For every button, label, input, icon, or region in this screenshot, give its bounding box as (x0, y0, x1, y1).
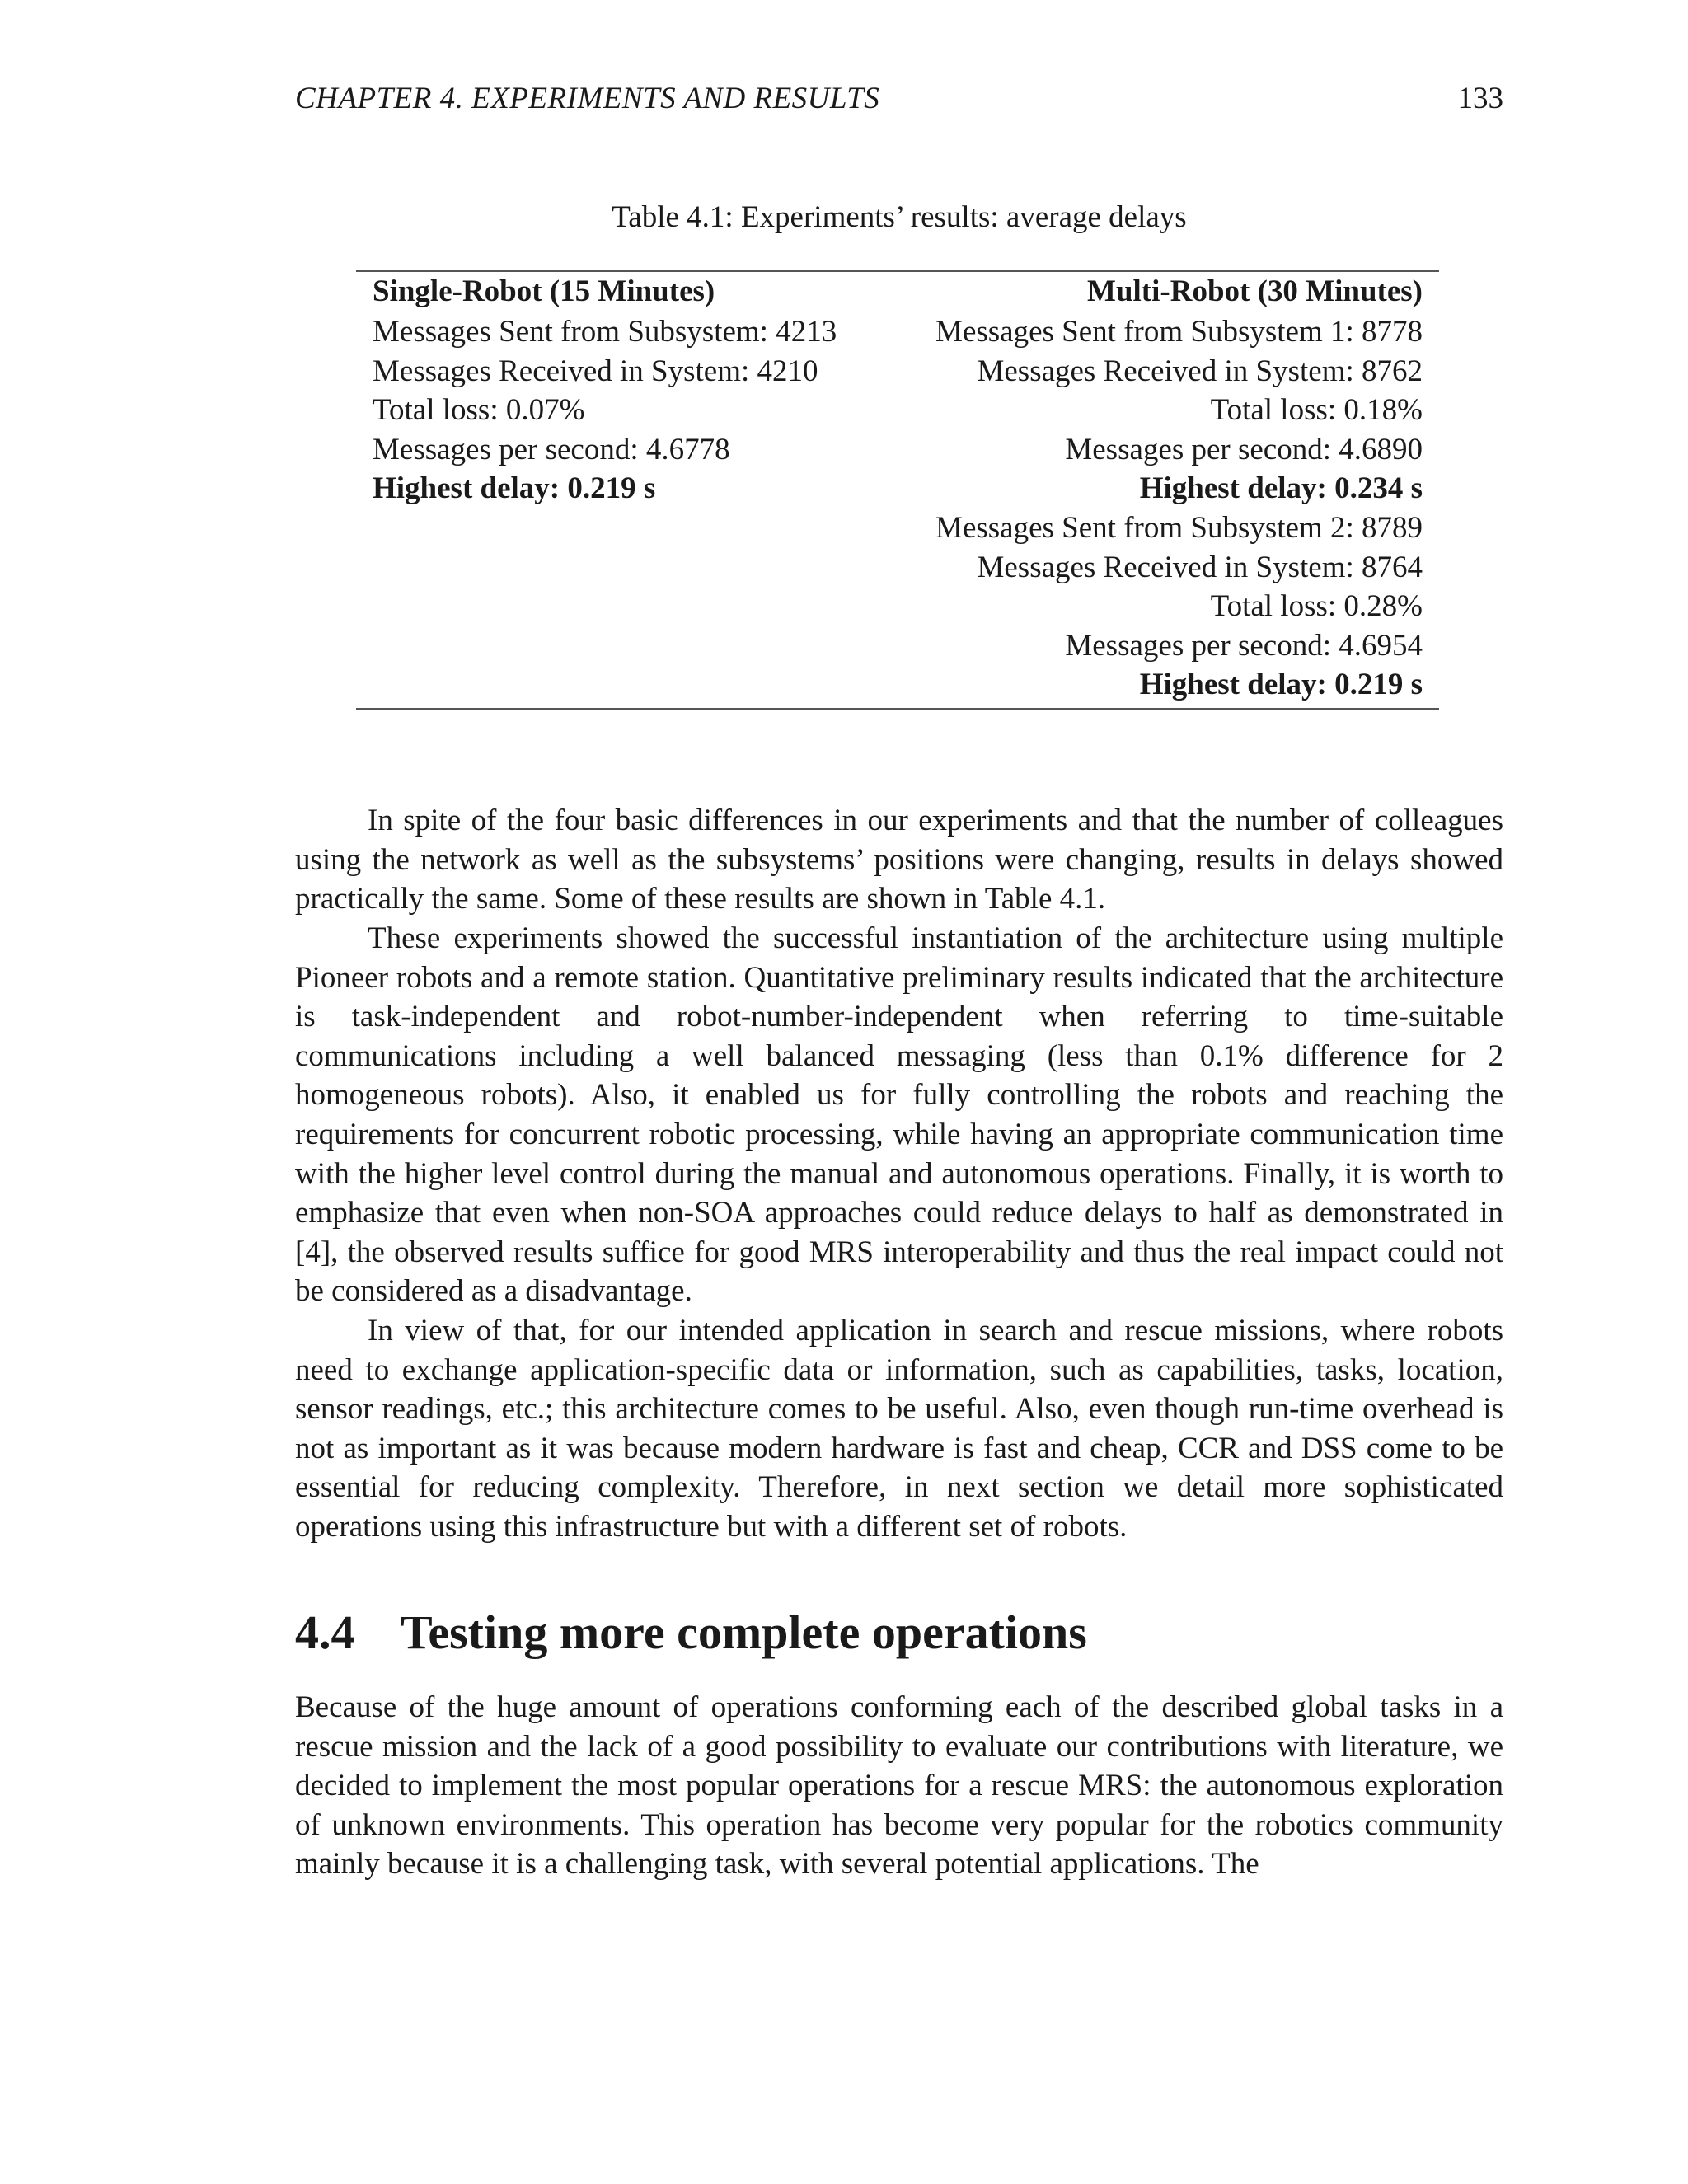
table-cell: Messages Sent from Subsystem 1: 8778 (935, 315, 1423, 349)
table-cell: Messages per second: 4.6778 (373, 432, 730, 466)
header-multi-robot: Multi-Robot (30 Minutes) (1087, 274, 1423, 308)
table-cell-highlight: Highest delay: 0.234 s (1139, 471, 1423, 506)
table-cell-highlight: Highest delay: 0.219 s (373, 471, 656, 506)
table-cell: Total loss: 0.07% (373, 393, 585, 428)
paragraph: These experiments showed the successful instantiation of the architecture using multiple Pioneer robots and a remote station. Quantitative preliminary results indicated that the architecture is task-independent and robot-number-independent when referring to time-suitable communications including a well balanced messaging (less than 0.1% difference for 2 homogeneous robots). Also, it enabled us for fully controlling the robots and reaching the requirements for concurrent robotic processing, while having an appropriate communication time with the higher level control during the manual and autonomous operations. Finally, it is worth to emphasize that even when non-SOA approaches could reduce delays to half as demonstrated in [4], the observed results suffice for good MRS interoperability and thus the real impact could not be considered as a disadvantage. (295, 921, 1503, 1309)
table-caption: Table 4.1: Experiments’ results: average delays (612, 200, 1187, 234)
header-single-robot: Single-Robot (15 Minutes) (373, 274, 715, 308)
page-number: 133 (1457, 82, 1503, 115)
table-cell: Messages Sent from Subsystem 2: 8789 (935, 510, 1423, 545)
table-cell: Total loss: 0.28% (1210, 589, 1423, 624)
table-cell: Messages Received in System: 4210 (373, 354, 818, 388)
table-body (356, 312, 1439, 708)
paragraph: In spite of the four basic differences in our experiments and that the number of colleagues using the network as well as the subsystems’ positions were changing, results in delays showed practically the same. Some of these results are shown in Table 4.1. (295, 804, 1503, 916)
section-number: 4.4 (295, 1605, 355, 1659)
results-table (356, 270, 1439, 710)
table-cell: Messages Sent from Subsystem: 4213 (373, 315, 837, 349)
running-head (295, 81, 1503, 122)
paragraph: In view of that, for our intended application in search and rescue missions, where robots need to exchange application-specific data or information, such as capabilities, tasks, location, sensor readings, etc.; this architecture comes to be useful. Also, even though run-time overhead is not as important as it was because modern hardware is fast and cheap, CCR and DSS come to be essential for reducing complexity. Therefore, in next section we detail more sophisticated operations using this infrastructure but with a different set of robots. (295, 1314, 1503, 1544)
paragraph: Because of the huge amount of operations conforming each of the described global tasks in a rescue mission and the lack of a good possibility to evaluate our contributions with literature, we decided to implement the most popular operations for a rescue MRS: the autonomous exploration of unknown environments. This operation has become very popular for the robotics community mainly because it is a challenging task, with several potential applications. The (295, 1690, 1503, 1882)
table-cell: Messages Received in System: 8764 (977, 550, 1423, 584)
table-cell: Messages Received in System: 8762 (977, 354, 1423, 388)
section-heading (295, 1605, 1087, 1660)
table-cell-highlight: Highest delay: 0.219 s (1139, 668, 1423, 702)
table-cell: Messages per second: 4.6954 (1065, 628, 1423, 663)
multi-robot-column (935, 312, 1423, 705)
single-robot-column (373, 312, 837, 705)
table-cell: Messages per second: 4.6890 (1065, 432, 1423, 466)
table-header-row (356, 272, 1439, 312)
table-cell: Total loss: 0.18% (1210, 393, 1423, 428)
section-title: Testing more complete operations (401, 1605, 1087, 1659)
chapter-title: CHAPTER 4. EXPERIMENTS AND RESULTS (295, 82, 880, 115)
